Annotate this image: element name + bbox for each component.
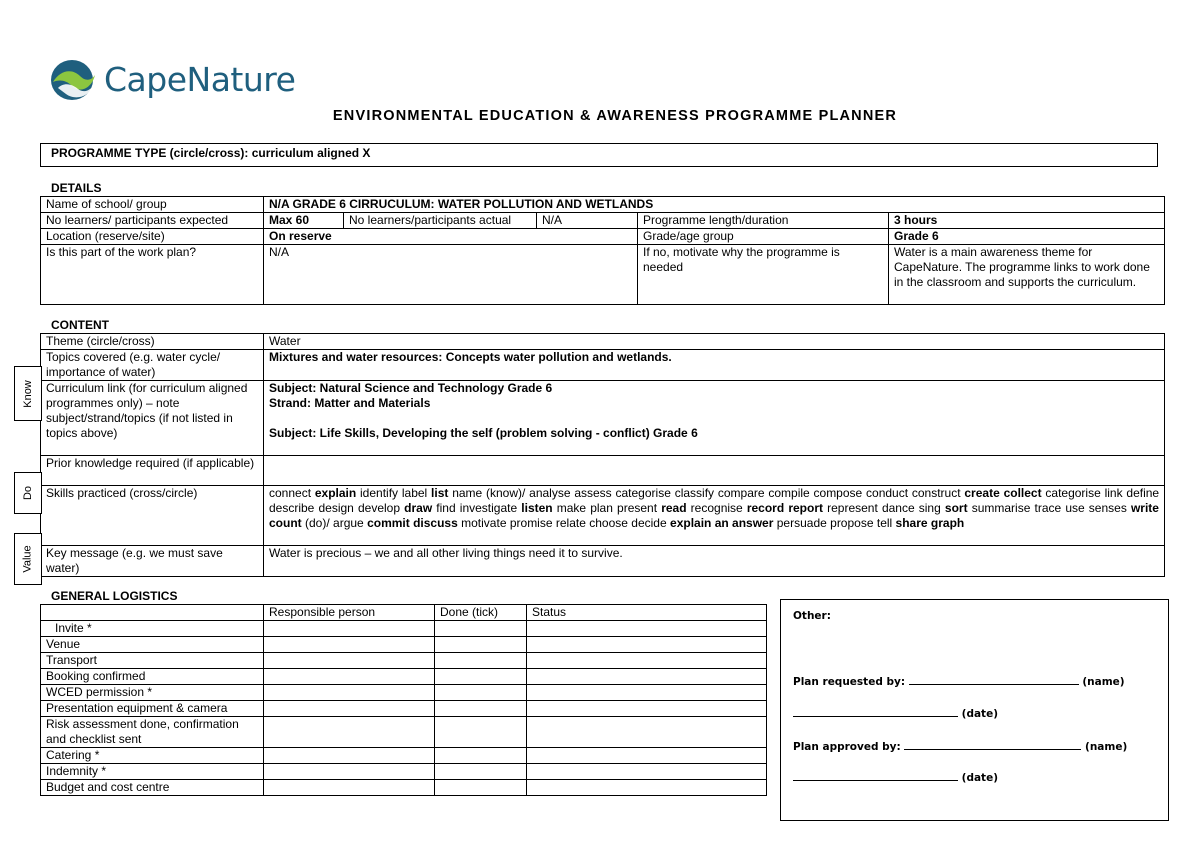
- workplan-value[interactable]: N/A: [264, 245, 638, 305]
- do-tab: [14, 472, 42, 514]
- responsible-cell[interactable]: [264, 621, 435, 637]
- skills-value[interactable]: [264, 486, 1165, 546]
- plan-approved-label: Plan approved by:: [793, 741, 901, 753]
- theme-value[interactable]: Water: [264, 334, 1165, 350]
- motivate-value[interactable]: Water is a main awareness theme for CapeNature. The programme links to work done in the classroom and supports the curriculum.: [889, 245, 1165, 305]
- curriculum-line-2: Strand: Matter and Materials: [269, 396, 431, 410]
- school-label: Name of school/ group: [41, 197, 264, 213]
- logistics-row-label: Catering *: [41, 748, 264, 764]
- skill-word[interactable]: collect: [1003, 486, 1042, 500]
- plan-requested-date-suffix: (date): [961, 708, 998, 720]
- skill-word[interactable]: propose: [830, 516, 874, 530]
- logistics-col-status: Status: [527, 605, 767, 621]
- plan-approved-name-suffix: (name): [1085, 741, 1128, 753]
- skill-word[interactable]: categorise: [1045, 486, 1101, 500]
- skill-word[interactable]: compose: [813, 486, 863, 500]
- skill-word[interactable]: commit: [367, 516, 410, 530]
- done-cell[interactable]: [435, 637, 527, 653]
- curriculum-line-3: Subject: Life Skills, Developing the self (problem solving - conflict) Grade 6: [269, 426, 698, 440]
- done-cell[interactable]: [435, 764, 527, 780]
- skill-word[interactable]: motivate: [461, 516, 507, 530]
- workplan-label: Is this part of the work plan?: [41, 245, 264, 305]
- plan-approved-date-suffix: (date): [961, 772, 998, 784]
- skill-word[interactable]: record: [746, 501, 785, 515]
- logistics-col-item: [41, 605, 264, 621]
- value-tab-label: Value: [22, 545, 35, 573]
- plan-requested-name-field[interactable]: [909, 674, 1079, 685]
- length-value[interactable]: 3 hours: [889, 213, 1165, 229]
- skill-word[interactable]: report: [788, 501, 823, 515]
- skill-word[interactable]: sing: [918, 501, 941, 515]
- other-box: [780, 599, 1169, 821]
- plan-requested-date-line[interactable]: [793, 706, 998, 720]
- logistics-col-done: Done (tick): [435, 605, 527, 621]
- logistics-row-label: Indemnity *: [41, 764, 264, 780]
- know-tab-label: Know: [22, 379, 34, 408]
- skill-word[interactable]: draw: [404, 501, 433, 515]
- key-message-value[interactable]: Water is precious – we and all other living things need it to survive.: [264, 546, 1165, 577]
- prior-knowledge-label: Prior knowledge required (if applicable): [41, 456, 264, 486]
- skill-word[interactable]: persuade: [776, 516, 827, 530]
- logistics-row-label: Risk assessment done, confirmation and checklist sent: [41, 717, 264, 748]
- done-cell[interactable]: [435, 621, 527, 637]
- responsible-cell[interactable]: [264, 669, 435, 685]
- responsible-cell[interactable]: [264, 780, 435, 796]
- learners-expected-value[interactable]: Max 60: [264, 213, 344, 229]
- curriculum-line-1: Subject: Natural Science and Technology Grade 6: [269, 381, 553, 395]
- logistics-heading: GENERAL LOGISTICS: [51, 589, 178, 603]
- skill-word[interactable]: find: [436, 501, 456, 515]
- plan-requested-date-field[interactable]: [793, 706, 958, 717]
- capenature-logo-icon: [50, 58, 98, 102]
- logistics-row-label: Transport: [41, 653, 264, 669]
- content-table: [40, 333, 1165, 577]
- skill-word[interactable]: dance: [881, 501, 915, 515]
- skill-word[interactable]: define: [1126, 486, 1160, 500]
- plan-requested-label: Plan requested by:: [793, 676, 906, 688]
- other-label: Other:: [793, 610, 831, 622]
- skill-word[interactable]: explain: [314, 486, 357, 500]
- skill-word[interactable]: describe: [269, 501, 315, 515]
- value-tab: [14, 533, 42, 585]
- skill-word[interactable]: count: [269, 516, 302, 530]
- skill-word[interactable]: read: [661, 501, 687, 515]
- plan-approved-name-field[interactable]: [904, 739, 1081, 750]
- theme-label: Theme (circle/cross): [41, 334, 264, 350]
- skill-word[interactable]: conduct: [866, 486, 909, 500]
- skill-word[interactable]: choose: [589, 516, 628, 530]
- done-cell[interactable]: [435, 669, 527, 685]
- logistics-col-responsible: Responsible person: [264, 605, 435, 621]
- status-cell[interactable]: [527, 748, 767, 764]
- programme-type-field[interactable]: PROGRAMME TYPE (circle/cross): curriculum aligned X: [40, 143, 1158, 167]
- logistics-row-label: Invite *: [41, 621, 264, 637]
- status-cell[interactable]: [527, 669, 767, 685]
- done-cell[interactable]: [435, 653, 527, 669]
- motivate-label: If no, motivate why the programme is needed: [638, 245, 889, 305]
- details-table: [40, 196, 1165, 305]
- plan-approved-date-field[interactable]: [793, 770, 958, 781]
- logistics-row-label: WCED permission *: [41, 685, 264, 701]
- skill-word[interactable]: decide: [631, 516, 667, 530]
- logistics-table: [40, 604, 767, 796]
- skill-word[interactable]: link: [1104, 486, 1123, 500]
- plan-requested-line[interactable]: [793, 674, 1125, 688]
- plan-requested-name-suffix: (name): [1082, 676, 1125, 688]
- skill-word[interactable]: connect: [269, 486, 312, 500]
- skill-word[interactable]: recognise: [690, 501, 743, 515]
- responsible-cell[interactable]: [264, 701, 435, 717]
- status-cell[interactable]: [527, 621, 767, 637]
- topics-label: Topics covered (e.g. water cycle/ importance of water): [41, 350, 264, 381]
- skill-word[interactable]: graph: [930, 516, 965, 530]
- skill-word[interactable]: categorise: [615, 486, 671, 500]
- skill-word[interactable]: listen: [521, 501, 553, 515]
- responsible-cell[interactable]: [264, 764, 435, 780]
- do-tab-label: Do: [22, 485, 34, 501]
- topics-value[interactable]: Mixtures and water resources: Concepts water pollution and wetlands.: [264, 350, 1165, 381]
- skill-word[interactable]: compare: [717, 486, 765, 500]
- grade-value[interactable]: Grade 6: [889, 229, 1165, 245]
- skill-word[interactable]: trace: [1034, 501, 1062, 515]
- skill-word[interactable]: summarise: [971, 501, 1031, 515]
- page-title: ENVIRONMENTAL EDUCATION & AWARENESS PROGRAMME PLANNER: [332, 108, 898, 124]
- skill-word[interactable]: relate: [555, 516, 586, 530]
- learners-actual-value[interactable]: N/A: [537, 213, 638, 229]
- status-cell[interactable]: [527, 764, 767, 780]
- responsible-cell[interactable]: [264, 717, 435, 748]
- status-cell[interactable]: [527, 653, 767, 669]
- done-cell[interactable]: [435, 685, 527, 701]
- logistics-row-label: Presentation equipment & camera: [41, 701, 264, 717]
- length-label: Programme length/duration: [638, 213, 889, 229]
- skill-word[interactable]: construct: [911, 486, 961, 500]
- skill-word[interactable]: write: [1130, 501, 1159, 515]
- status-cell[interactable]: [527, 637, 767, 653]
- logistics-row-label: Budget and cost centre: [41, 780, 264, 796]
- plan-approved-date-line[interactable]: [793, 770, 998, 784]
- skill-word[interactable]: explain an answer: [670, 516, 774, 530]
- skill-word[interactable]: label: [401, 486, 428, 500]
- logistics-row-label: Booking confirmed: [41, 669, 264, 685]
- details-heading: DETAILS: [51, 181, 102, 195]
- location-label: Location (reserve/site): [41, 229, 264, 245]
- skill-word[interactable]: classify: [674, 486, 715, 500]
- skill-word[interactable]: assess: [574, 486, 612, 500]
- logo-wordmark: CapeNature: [104, 60, 296, 99]
- skill-word[interactable]: discuss: [413, 516, 458, 530]
- skill-word[interactable]: represent: [827, 501, 878, 515]
- responsible-cell[interactable]: [264, 637, 435, 653]
- content-heading: CONTENT: [51, 318, 109, 332]
- skill-word[interactable]: identify: [360, 486, 399, 500]
- skill-word[interactable]: create: [964, 486, 1000, 500]
- grade-label: Grade/age group: [638, 229, 889, 245]
- location-value[interactable]: On reserve: [264, 229, 638, 245]
- responsible-cell[interactable]: [264, 748, 435, 764]
- school-value[interactable]: N/A GRADE 6 CIRRUCULUM: WATER POLLUTION AND WETLANDS: [264, 197, 1165, 213]
- status-cell[interactable]: [527, 685, 767, 701]
- learners-actual-label: No learners/participants actual: [344, 213, 537, 229]
- skill-word[interactable]: (do)/ argue: [305, 516, 364, 530]
- done-cell[interactable]: [435, 780, 527, 796]
- status-cell[interactable]: [527, 780, 767, 796]
- done-cell[interactable]: [435, 717, 527, 748]
- prior-knowledge-value[interactable]: [264, 456, 1165, 486]
- logistics-row-label: Venue: [41, 637, 264, 653]
- capenature-logo: [50, 56, 300, 104]
- status-cell[interactable]: [527, 717, 767, 748]
- skill-word[interactable]: develop: [357, 501, 401, 515]
- skill-word[interactable]: make: [556, 501, 587, 515]
- skill-word[interactable]: plan: [590, 501, 613, 515]
- status-cell[interactable]: [527, 701, 767, 717]
- skill-word[interactable]: use senses: [1065, 501, 1127, 515]
- skill-word[interactable]: present: [617, 501, 658, 515]
- skill-word[interactable]: investigate: [459, 501, 518, 515]
- learners-expected-label: No learners/ participants expected: [41, 213, 264, 229]
- skill-word[interactable]: compile: [768, 486, 810, 500]
- skill-word[interactable]: tell: [876, 516, 893, 530]
- done-cell[interactable]: [435, 701, 527, 717]
- skill-word[interactable]: sort: [944, 501, 968, 515]
- plan-approved-line[interactable]: [793, 739, 1127, 753]
- know-tab: [14, 366, 42, 421]
- responsible-cell[interactable]: [264, 653, 435, 669]
- key-message-label: Key message (e.g. we must save water): [41, 546, 264, 577]
- curriculum-label: Curriculum link (for curriculum aligned programmes only) – note subject/strand/topics (if not listed in topics above): [41, 381, 264, 456]
- done-cell[interactable]: [435, 748, 527, 764]
- skill-word[interactable]: promise: [509, 516, 553, 530]
- responsible-cell[interactable]: [264, 685, 435, 701]
- skill-word[interactable]: design: [318, 501, 354, 515]
- skill-word[interactable]: share: [895, 516, 928, 530]
- skill-word[interactable]: name (know)/ analyse: [452, 486, 571, 500]
- curriculum-value[interactable]: [264, 381, 1165, 456]
- skill-word[interactable]: list: [431, 486, 449, 500]
- skills-label: Skills practiced (cross/circle): [41, 486, 264, 546]
